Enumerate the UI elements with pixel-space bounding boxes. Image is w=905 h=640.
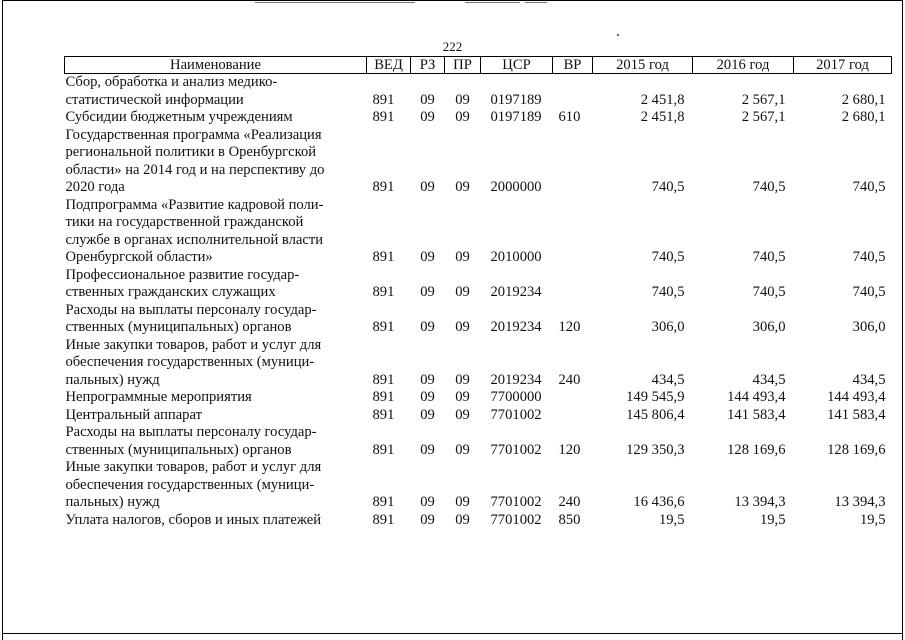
cell-ved: 891 [372, 494, 395, 510]
cell-ved: 891 [372, 179, 395, 195]
cell-vr: 240 [558, 371, 581, 388]
cell-rz: 09 [420, 511, 435, 528]
row-name-line: обеспечения государственных (муници- [65, 354, 315, 370]
cell-2017: 141 583,4 [827, 406, 886, 423]
table-row [65, 389, 892, 407]
row-name-line: ственных (муниципальных) органов [65, 441, 292, 458]
cell-rz: 09 [420, 179, 435, 195]
cell-csr: 7701002 [490, 406, 542, 423]
row-name-line: тики на государственной гражданской [65, 214, 304, 230]
cell-csr: 7701002 [490, 494, 542, 510]
cell-2017: 2 680,1 [841, 91, 886, 108]
cell-2017: 144 493,4 [827, 389, 886, 405]
cell-csr: 7701002 [490, 441, 542, 458]
cell-2015: 2 451,8 [640, 109, 685, 125]
cell-2017: 128 169,6 [827, 441, 886, 458]
cell-ved: 891 [372, 319, 395, 335]
table-row [65, 337, 892, 390]
cell-2017: 740,5 [852, 179, 886, 195]
row-name-line: Иные закупки товаров, работ и услуг для [65, 336, 322, 353]
cell-vr [553, 407, 593, 425]
scan-border-left [2, 0, 3, 640]
cell-2015: 740,5 [651, 179, 685, 195]
cell-2017: 740,5 [852, 284, 886, 300]
table-header-row [65, 57, 892, 74]
row-name-line: Центральный аппарат [65, 406, 202, 423]
cell-vr [553, 389, 593, 407]
row-name-line: Непрограммные мероприятия [65, 389, 252, 405]
row-name-line: статистической информации [65, 91, 244, 108]
cell-2015: 740,5 [651, 249, 685, 265]
row-name [65, 267, 367, 302]
table-row [65, 407, 892, 425]
cell-2017: 306,0 [852, 319, 886, 335]
row-name-line: 2020 года [65, 179, 125, 195]
row-name [65, 127, 367, 197]
cell-rz: 09 [420, 109, 435, 125]
cell-pr: 09 [455, 371, 470, 388]
cell-csr: 0197189 [490, 109, 542, 125]
row-name [65, 302, 367, 337]
cell-2015: 740,5 [651, 284, 685, 300]
cell-2016: 141 583,4 [727, 406, 786, 423]
table-row [65, 424, 892, 459]
cell-csr: 0197189 [490, 91, 542, 108]
budget-table [64, 56, 892, 529]
cell-2016: 740,5 [752, 284, 786, 300]
cell-2015: 306,0 [651, 319, 685, 335]
row-name-line: Расходы на выплаты персоналу государ- [65, 424, 317, 440]
row-name-line: пальных) нужд [65, 494, 160, 510]
cell-ved: 891 [372, 91, 395, 108]
row-name-line: ственных (муниципальных) органов [65, 319, 292, 335]
row-name [65, 512, 367, 530]
cell-vr: 610 [558, 109, 581, 125]
cell-2015: 16 436,6 [633, 494, 685, 510]
cell-pr: 09 [455, 406, 470, 423]
cell-rz: 09 [420, 441, 435, 458]
cell-vr: 120 [558, 319, 581, 335]
scan-border-right [902, 0, 903, 640]
cell-ved: 891 [372, 109, 395, 125]
row-name-line: Подпрограмма «Развитие кадровой поли- [65, 196, 324, 213]
scan-artifact [465, 2, 520, 3]
row-name-line: службе в органах исполнительной власти [65, 231, 324, 248]
row-name-line: Субсидии бюджетным учреждениям [65, 109, 293, 125]
scan-border-top [2, 0, 903, 1]
cell-csr: 2019234 [490, 371, 542, 388]
row-name [65, 197, 367, 267]
row-name [65, 407, 367, 425]
row-name-line: Расходы на выплаты персоналу государ- [65, 301, 317, 318]
cell-pr: 09 [455, 249, 470, 265]
cell-2016: 434,5 [752, 371, 786, 388]
scan-speck [617, 34, 619, 36]
cell-rz: 09 [420, 494, 435, 510]
row-name [65, 459, 367, 512]
cell-rz: 09 [420, 284, 435, 300]
table-row [65, 459, 892, 512]
row-name-line: региональной политики в Оренбургской [65, 144, 317, 160]
row-name-line: Иные закупки товаров, работ и услуг для [65, 459, 322, 475]
header-vr: ВР [553, 57, 593, 74]
row-name-line: ственных гражданских служащих [65, 284, 276, 300]
row-name [65, 337, 367, 390]
cell-ved: 891 [372, 511, 395, 528]
cell-pr: 09 [455, 441, 470, 458]
cell-rz: 09 [420, 371, 435, 388]
cell-2016: 128 169,6 [727, 441, 786, 458]
cell-2016: 2 567,1 [741, 91, 786, 108]
header-csr: ЦСР [481, 57, 553, 74]
cell-pr: 09 [455, 319, 470, 335]
cell-ved: 891 [372, 249, 395, 265]
row-name-line: Оренбургской области» [65, 249, 213, 265]
row-name-line: Сбор, обработка и анализ медико- [65, 74, 278, 90]
cell-2017: 19,5 [859, 511, 886, 528]
cell-rz: 09 [420, 406, 435, 423]
row-name-line: обеспечения государственных (муници- [65, 476, 315, 493]
cell-2016: 13 394,3 [734, 494, 786, 510]
cell-csr: 2019234 [490, 319, 542, 335]
row-name [65, 109, 367, 127]
table-row [65, 74, 892, 110]
cell-2016: 740,5 [752, 179, 786, 195]
cell-2017: 434,5 [852, 371, 886, 388]
row-name [65, 389, 367, 407]
cell-rz: 09 [420, 91, 435, 108]
cell-2017: 2 680,1 [841, 109, 886, 125]
header-name: Наименование [65, 57, 367, 74]
row-name-line: пальных) нужд [65, 371, 160, 388]
scan-artifact [525, 2, 547, 3]
table-row [65, 109, 892, 127]
cell-pr: 09 [455, 389, 470, 405]
cell-vr: 240 [558, 494, 581, 510]
header-ved: ВЕД [367, 57, 411, 74]
table-row [65, 267, 892, 302]
table-row [65, 512, 892, 530]
header-2017: 2017 год [794, 57, 892, 74]
cell-pr: 09 [455, 109, 470, 125]
cell-vr [553, 74, 593, 110]
table-row [65, 197, 892, 267]
header-2015: 2015 год [593, 57, 693, 74]
cell-rz: 09 [420, 319, 435, 335]
cell-pr: 09 [455, 494, 470, 510]
cell-csr: 7701002 [490, 511, 542, 528]
row-name [65, 74, 367, 110]
row-name-line: Профессиональное развитие государ- [65, 266, 300, 283]
cell-csr: 2010000 [490, 249, 542, 265]
header-rz: РЗ [411, 57, 445, 74]
cell-vr [553, 127, 593, 197]
cell-vr [553, 267, 593, 302]
cell-rz: 09 [420, 389, 435, 405]
cell-ved: 891 [372, 441, 395, 458]
cell-2016: 19,5 [759, 511, 786, 528]
row-name-line: Государственная программа «Реализация [65, 126, 322, 143]
cell-2015: 19,5 [658, 511, 685, 528]
header-pr: ПР [445, 57, 481, 74]
page-number: 222 [442, 39, 463, 54]
cell-ved: 891 [372, 389, 395, 405]
cell-2015: 145 806,4 [626, 406, 685, 423]
cell-vr: 120 [558, 441, 581, 458]
cell-2016: 2 567,1 [741, 109, 786, 125]
cell-pr: 09 [455, 91, 470, 108]
cell-2015: 149 545,9 [626, 389, 685, 405]
cell-vr: 850 [558, 511, 581, 528]
table-row [65, 127, 892, 197]
table-row [65, 302, 892, 337]
cell-pr: 09 [455, 179, 470, 195]
cell-pr: 09 [455, 284, 470, 300]
cell-2016: 740,5 [752, 249, 786, 265]
cell-csr: 2019234 [490, 284, 542, 300]
cell-2015: 129 350,3 [626, 441, 685, 458]
cell-2015: 434,5 [651, 371, 685, 388]
cell-2017: 740,5 [852, 249, 886, 265]
cell-2016: 144 493,4 [727, 389, 786, 405]
cell-csr: 7700000 [490, 389, 542, 405]
cell-ved: 891 [372, 371, 395, 388]
cell-2016: 306,0 [752, 319, 786, 335]
cell-vr [553, 197, 593, 267]
cell-ved: 891 [372, 284, 395, 300]
header-2016: 2016 год [693, 57, 794, 74]
cell-pr: 09 [455, 511, 470, 528]
cell-csr: 2000000 [490, 179, 542, 195]
row-name [65, 424, 367, 459]
row-name-line: Уплата налогов, сборов и иных платежей [65, 511, 322, 528]
cell-2015: 2 451,8 [640, 91, 685, 108]
table-body [65, 74, 892, 530]
cell-rz: 09 [420, 249, 435, 265]
scan-artifact [255, 2, 415, 3]
row-name-line: области» на 2014 год и на перспективу до [65, 161, 325, 178]
scan-border-bottom [2, 633, 903, 634]
cell-2017: 13 394,3 [834, 494, 886, 510]
cell-ved: 891 [372, 406, 395, 423]
